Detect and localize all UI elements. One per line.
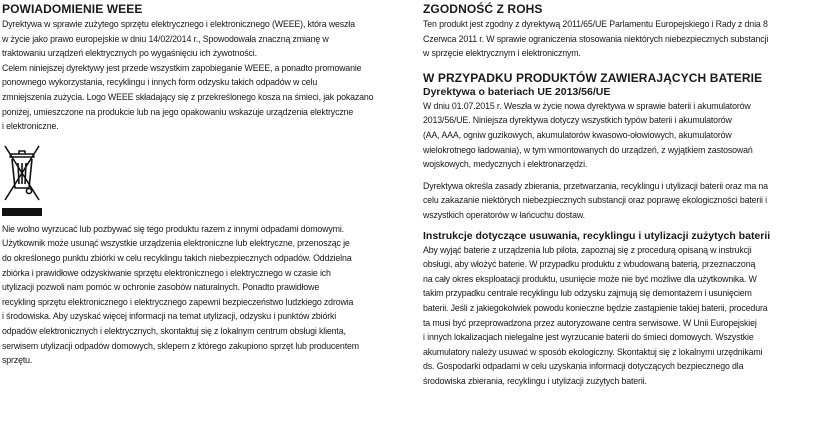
text-line: 2013/56/UE. Niniejsza dyrektywa dotyczy wszystkich typów baterii i akumulatorów: [423, 115, 732, 126]
battery-paragraph-1: [423, 99, 814, 172]
disposal-heading: Instrukcje dotyczące usuwania, recyklingu i utylizacji zużytych baterii: [423, 229, 771, 242]
text-line: do określonego punktu zbiórki w celu recyklingu takich niebezpiecznych odpadów. Oddzielna: [2, 252, 352, 263]
text-line: zmniejszenia zużycia. Logo WEEE składający się z przekreślonego kosza na śmieci, jak pokazano: [2, 91, 374, 102]
text-line: i środowiska. Aby uzyskać więcej informacji na temat utylizacji, odzysku i punktów zbiórki: [2, 311, 337, 322]
battery-paragraph-2: [423, 179, 814, 223]
text-line: utylizacji pozwoli nam pomóc w ochronie zasobów naturalnych. Ponadto prawidłowe: [2, 282, 320, 293]
text-line: Celem niniejszej dyrektywy jest przede wszystkim zapobieganie WEEE, a ponadto promowanie: [2, 62, 362, 73]
text-line: środowiska zbierania, recyklingu i utylizacji zużytych baterii.: [423, 375, 647, 386]
text-line: recykling sprzętu elektronicznego i elektrycznego zapewni bezpieczeństwo ludzkiego zdrowia: [2, 296, 354, 307]
text-line: Dyrektywa w sprawie zużytego sprzętu elektrycznego i elektronicznego (WEEE), która weszła: [2, 19, 355, 29]
text-line: zbiórka i prawidłowe odzyskiwanie sprzętu elektronicznego i elektrycznego w czasie ich: [2, 267, 331, 278]
bin-underline-bar: [2, 208, 42, 216]
text-line: wielokrotnego ładowania), w tym wmontowanych do urządzeń, z wyjątkiem zastosowań: [423, 144, 753, 155]
text-line: ponownego wykorzystania, recyklingu i innych form odzysku takich odpadów w celu: [2, 77, 318, 88]
weee-paragraph-1: [2, 17, 396, 134]
text-line: ta musi być przeprowadzona przez autoryzowane centra serwisowe. W Unii Europejskiej: [423, 317, 757, 328]
text-line: Czerwca 2011 r. W sprawie ograniczenia stosowania niektórych niebezpiecznych substancji: [423, 33, 769, 44]
text-line: Użytkownik może usunąć wszystkie urządzenia elektroniczne lub elektryczne, przenosząc je: [2, 238, 350, 249]
text-line: wojskowych, medycznych i elektronarzędzi.: [423, 159, 588, 170]
text-line: i innych lokalizacjach nielegalne jest wyrzucanie baterii do śmieci domowych. Wszystkie: [423, 332, 754, 343]
text-line: celu zakazanie niektórych niebezpiecznych substancji oraz poprawę ekologiczności baterii i: [423, 195, 767, 206]
text-line: akumulatory należy usuwać w sposób ekologiczny. Skontaktuj się z lokalnymi urzędnikami: [423, 346, 763, 357]
text-line: poniżej, umieszczone na produkcie lub na jego opakowaniu wskazuje urządzenia elektryczne: [2, 106, 354, 117]
rohs-paragraph: [423, 17, 814, 61]
text-line: serwisem utylizacji odpadów domowych, sklepem z którego zakupiono sprzęt lub producentem: [2, 340, 359, 351]
battery-heading: W PRZYPADKU PRODUKTÓW ZAWIERAJĄCYCH BATERIE: [423, 70, 763, 85]
text-line: w sprzęcie elektrycznym i elektronicznym.: [423, 48, 581, 59]
weee-heading: POWIADOMIENIE WEEE: [2, 2, 143, 16]
text-line: obsługi, aby włożyć baterie. W przypadku produktu z wbudowaną baterią, przeznaczoną: [423, 259, 756, 270]
text-line: Aby wyjąć baterie z urządzenia lub pilota, zapoznaj się z procedurą opisaną w instrukcji: [423, 244, 752, 255]
text-line: odpadów elektronicznych i elektrycznych, skontaktuj się z lokalnym centrum obsługi klienta,: [2, 325, 346, 336]
rohs-heading: ZGODNOŚĆ Z ROHS: [423, 2, 543, 16]
text-line: Nie wolno wyrzucać lub pozbywać się tego produktu razem z innymi odpadami domowymi.: [2, 223, 344, 234]
wheelie-bin-graphic: [2, 140, 42, 206]
text-line: takim przypadku centrale recyklingu lub odzysku zajmują się demontażem i usunięciem: [423, 288, 752, 299]
text-line: baterii. Jeśli z jakiegokolwiek powodu konieczne będzie zastąpienie takiej baterii, procedura: [423, 302, 768, 313]
weee-section: [2, 2, 397, 368]
text-line: wszystkich operatorów w łańcuchu dostaw.: [423, 209, 585, 220]
text-line: (AA, AAA, ogniw guzikowych, akumulatorów kwasowo-ołowiowych, akumulatorów: [423, 129, 732, 140]
weee-paragraph-2: [2, 222, 396, 368]
text-line: na cały okres eksploatacji produktu, usunięcie może nie być możliwe dla użytkownika. W: [423, 273, 757, 284]
disposal-paragraph: [423, 243, 814, 389]
text-line: ds. Gospodarki odpadami w celu uzyskania informacji dotyczących bezpiecznego dla: [423, 361, 744, 372]
crossed-out-wheelie-bin-icon: [2, 140, 42, 216]
text-line: i elektroniczne.: [2, 121, 59, 132]
battery-subheading: Dyrektywa o bateriach UE 2013/56/UE: [423, 85, 611, 98]
text-line: Ten produkt jest zgodny z dyrektywą 2011/65/UE Parlamentu Europejskiego i Rady z dnia 8: [423, 19, 768, 29]
text-line: W dniu 01.07.2015 r. Weszła w życie nowa dyrektywa w sprawie baterii i akumulatorów: [423, 100, 751, 111]
text-line: w życie jako prawo europejskie w dniu 14/02/2014 r., Spowodowała znaczną zmianę w: [2, 33, 329, 44]
text-line: Dyrektywa określa zasady zbierania, przetwarzania, recyklingu i utylizacji baterii oraz ma na: [423, 180, 768, 191]
compliance-section: [423, 2, 815, 388]
text-line: traktowaniu urządzeń elektrycznych po wygaśnięciu ich żywotności.: [2, 48, 257, 59]
text-line: sprzętu.: [2, 355, 33, 366]
